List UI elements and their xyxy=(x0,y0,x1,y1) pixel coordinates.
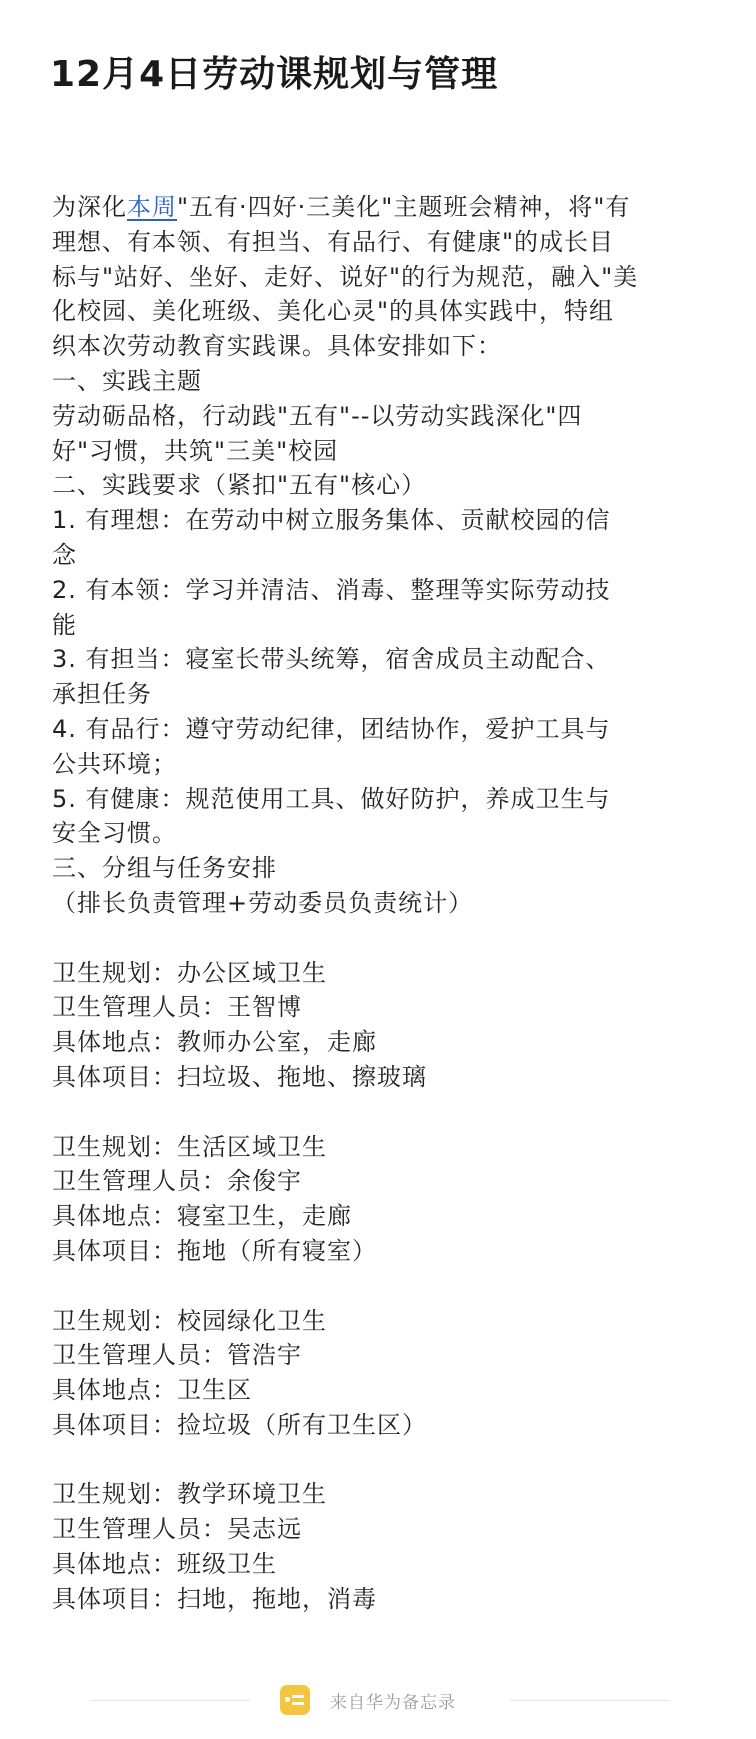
intro-line: 标与"站好、坐好、走好、说好"的行为规范，融入"美 xyxy=(52,262,639,291)
intro-line xyxy=(52,190,712,225)
notes-app-icon-bar xyxy=(292,1702,304,1705)
notes-app-icon xyxy=(280,1685,310,1715)
requirement-line: 2. 有本领：学习并清洁、消毒、整理等实际劳动技 xyxy=(52,575,611,604)
section2-heading: 二、实践要求（紧扣"五有"核心） xyxy=(52,471,427,500)
intro-line: 理想、有本领、有担当、有品行、有健康"的成长目 xyxy=(52,227,615,256)
group-location: 具体地点：卫生区 xyxy=(52,1376,252,1405)
intro-line1-rest: "五有·四好·三美化"主题班会精神，将"有 xyxy=(177,193,631,221)
requirement-line: 4. 有品行：遵守劳动纪律，团结协作，爱护工具与 xyxy=(52,714,611,743)
requirement-line: 3. 有担当：寝室长带头统筹，宿舍成员主动配合、 xyxy=(52,645,611,674)
section1-line: 劳动砺品格，行动践"五有"--以劳动实践深化"四 xyxy=(52,401,583,430)
group-location: 具体地点：班级卫生 xyxy=(52,1550,277,1579)
blank-line xyxy=(52,1095,712,1130)
group-manager: 卫生管理人员：吴志远 xyxy=(52,1515,302,1544)
requirement-line: 1. 有理想：在劳动中树立服务集体、贡献校园的信 xyxy=(52,506,611,535)
intro-line: 化校园、美化班级、美化心灵"的具体实践中，特组 xyxy=(52,297,615,326)
requirement-line: 5. 有健康：规范使用工具、做好防护，养成卫生与 xyxy=(52,784,611,813)
group-location: 具体地点：寝室卫生，走廊 xyxy=(52,1202,352,1231)
blank-line xyxy=(52,1443,712,1478)
intro-prefix: 为深化 xyxy=(52,193,127,221)
requirement-line: 承担任务 xyxy=(52,680,152,709)
note-title: 12月4日劳动课规划与管理 xyxy=(50,54,499,95)
section3-heading: 三、分组与任务安排 xyxy=(52,854,277,883)
note-body xyxy=(52,190,712,1617)
group-tasks: 具体项目：扫地，拖地，消毒 xyxy=(52,1584,377,1613)
group-plan: 卫生规划：办公区域卫生 xyxy=(52,958,327,987)
blank-line xyxy=(52,1269,712,1304)
section3-subheading: （排长负责管理+劳动委员负责统计） xyxy=(52,888,474,917)
notes-app-icon-dot xyxy=(285,1697,290,1702)
this-week-link[interactable]: 本周 xyxy=(127,193,177,221)
group-manager: 卫生管理人员：王智博 xyxy=(52,993,302,1022)
group-tasks: 具体项目：拖地（所有寝室） xyxy=(52,1236,377,1265)
requirement-line: 能 xyxy=(52,610,77,639)
group-tasks: 具体项目：捡垃圾（所有卫生区） xyxy=(52,1410,427,1439)
group-location: 具体地点：教师办公室，走廊 xyxy=(52,1028,377,1057)
group-plan: 卫生规划：生活区域卫生 xyxy=(52,1132,327,1161)
section1-line: 好"习惯，共筑"三美"校园 xyxy=(52,436,339,465)
source-label: 来自华为备忘录 xyxy=(330,1693,456,1713)
group-manager: 卫生管理人员：余俊宇 xyxy=(52,1167,302,1196)
group-manager: 卫生管理人员：管浩宇 xyxy=(52,1341,302,1370)
group-tasks: 具体项目：扫垃圾、拖地、擦玻璃 xyxy=(52,1062,427,1091)
section1-heading: 一、实践主题 xyxy=(52,366,202,395)
intro-line: 织本次劳动教育实践课。具体安排如下： xyxy=(52,332,502,361)
footer-divider xyxy=(510,1700,670,1701)
blank-line xyxy=(52,921,712,956)
group-plan: 卫生规划：校园绿化卫生 xyxy=(52,1306,327,1335)
footer-divider xyxy=(90,1700,250,1701)
source-footer xyxy=(0,1680,756,1720)
requirement-line: 念 xyxy=(52,540,77,569)
notes-app-icon-bar xyxy=(292,1695,304,1698)
group-plan: 卫生规划：教学环境卫生 xyxy=(52,1480,327,1509)
requirement-line: 安全习惯。 xyxy=(52,819,177,848)
requirement-line: 公共环境； xyxy=(52,749,177,778)
